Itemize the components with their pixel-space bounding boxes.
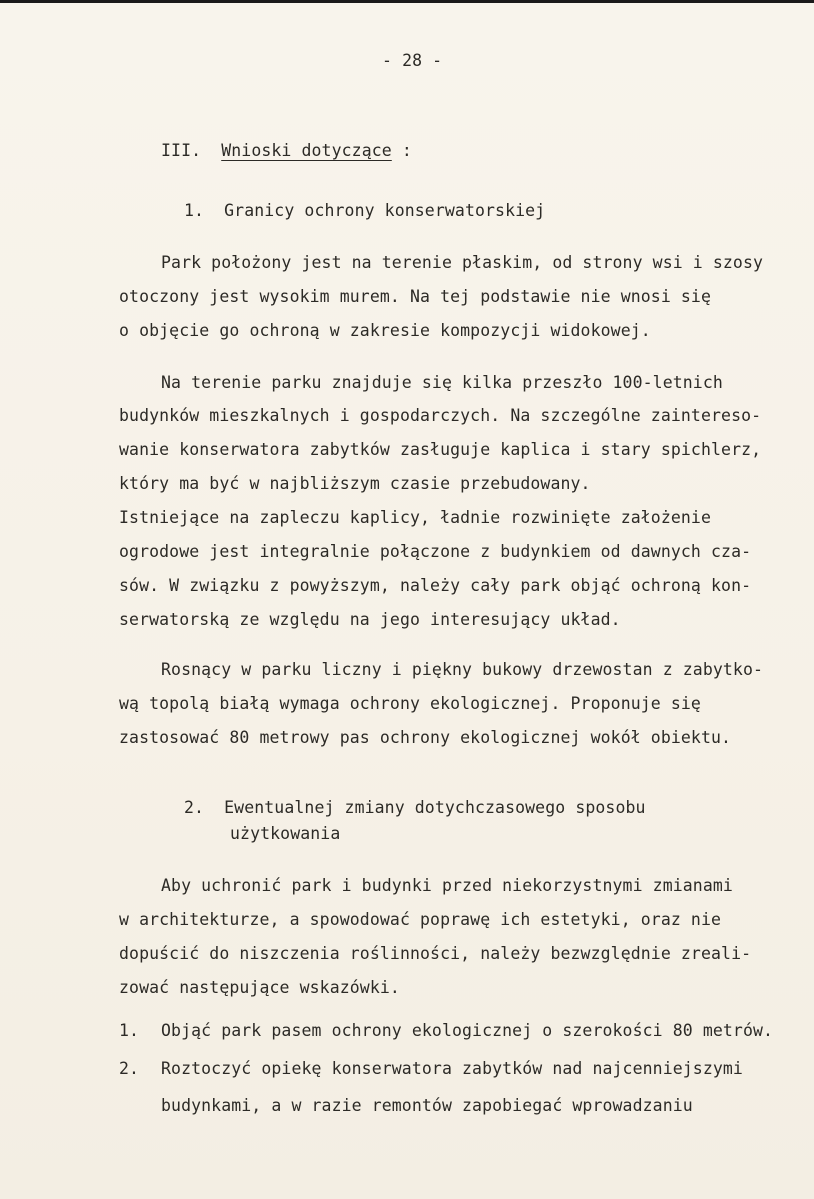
list-item-text: Objąć park pasem ochrony ekologicznej o szerokości 80 metrów. — [161, 1021, 774, 1040]
page-number: - 28 - — [382, 51, 443, 70]
subsection-1-heading: 1. Granicy ochrony konserwatorskiej — [184, 201, 546, 220]
list-item-number: 1. — [119, 1021, 140, 1040]
section-title: Wnioski dotyczące — [221, 141, 392, 160]
paragraph-line: wą topolą białą wymaga ochrony ekologicznej. Proponuje się — [119, 694, 701, 713]
paragraph-line: dopuścić do niszczenia roślinności, należy bezwzględnie zreali- — [119, 944, 752, 963]
paragraph-line: wanie konserwatora zabytków zasługuje kaplica i stary spichlerz, — [119, 440, 762, 459]
paragraph-line: serwatorską ze względu na jego interesujący układ. — [119, 610, 621, 629]
paragraph-line: Na terenie parku znajduje się kilka przeszło 100-letnich — [161, 373, 723, 392]
subsection-2-heading: 2. Ewentualnej zmiany dotychczasowego sposobu — [184, 798, 646, 817]
paragraph-line: ogrodowe jest integralnie połączone z budynkiem od dawnych cza- — [119, 542, 752, 561]
paragraph-line: Aby uchronić park i budynki przed niekorzystnymi zmianami — [161, 876, 733, 895]
section-numeral: III. — [161, 141, 202, 160]
paragraph-line: Park położony jest na terenie płaskim, od strony wsi i szosy — [161, 253, 764, 272]
paragraph-line: Rosnący w parku liczny i piękny bukowy drzewostan z zabytko- — [161, 660, 764, 679]
scan-top-edge — [0, 0, 814, 3]
subsection-2-heading-cont: użytkowania — [230, 824, 341, 843]
paragraph-line: budynków mieszkalnych i gospodarczych. Na szczególne zaintereso- — [119, 406, 762, 425]
list-item-text-cont: budynkami, a w razie remontów zapobiegać wprowadzaniu — [161, 1096, 693, 1115]
section-colon: : — [401, 141, 412, 160]
paragraph-line: sów. W związku z powyższym, należy cały park objąć ochroną kon- — [119, 576, 752, 595]
list-item-text: Roztoczyć opiekę konserwatora zabytków nad najcenniejszymi — [161, 1059, 743, 1078]
paragraph-line: otoczony jest wysokim murem. Na tej podstawie nie wnosi się — [119, 287, 711, 306]
paragraph-line: zować następujące wskazówki. — [119, 978, 400, 997]
section-heading — [161, 141, 412, 161]
paragraph-line: który ma być w najbliższym czasie przebudowany. — [119, 474, 591, 493]
list-item-number: 2. — [119, 1059, 140, 1078]
paragraph-line: o objęcie go ochroną w zakresie kompozycji widokowej. — [119, 321, 651, 340]
paragraph-line: zastosować 80 metrowy pas ochrony ekologicznej wokół obiektu. — [119, 728, 732, 747]
paragraph-line: Istniejące na zapleczu kaplicy, ładnie rozwinięte założenie — [119, 508, 711, 527]
paragraph-line: w architekturze, a spowodować poprawę ich estetyki, oraz nie — [119, 910, 722, 929]
